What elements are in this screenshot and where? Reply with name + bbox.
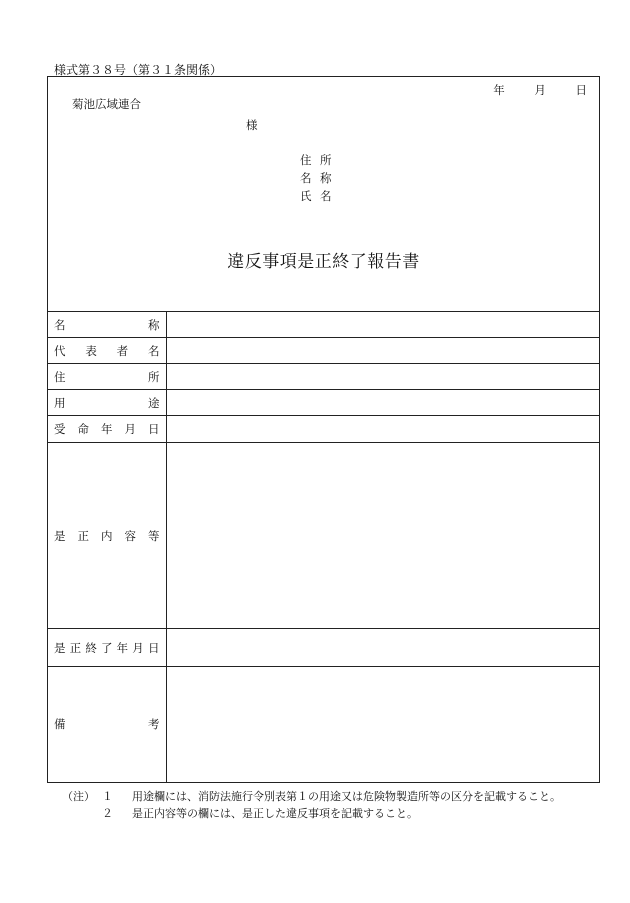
signer-name-corp-label: 名 称 [300,171,332,185]
row-representative [48,338,599,364]
row-completion-date [48,629,599,667]
date-month: 月 [534,83,546,97]
footnotes [62,788,561,822]
row-address [48,364,599,390]
footnote-num-1: １ [102,790,113,803]
footnote-prefix: （注） [62,790,95,803]
label-usage: 用 途 [48,390,166,416]
footnote-num-2: ２ [102,807,113,820]
label-name: 名 称 [48,312,166,338]
signer-address-label: 住 所 [300,153,332,167]
label-correction-content: 是 正 内 容 等 [48,443,166,629]
date-year: 年 [493,83,505,97]
field-remarks[interactable] [166,667,599,782]
row-correction-content [48,443,599,629]
label-representative: 代 表 者 名 [48,338,166,364]
addressee: 菊池広域連合 [72,97,141,111]
field-completion-date[interactable] [166,629,599,667]
footnote-text-1: 用途欄には、消防法施行令別表第１の用途又は危険物製造所等の区分を記載すること。 [132,790,561,803]
field-representative[interactable] [166,338,599,364]
row-name [48,312,599,338]
field-order-date[interactable] [166,416,599,443]
row-usage [48,390,599,416]
footnote-text-2: 是正内容等の欄には、是正した違反事項を記載すること。 [132,807,418,820]
signer-name-person-label: 氏 名 [300,189,332,203]
row-remarks [48,667,599,782]
label-address: 住 所 [48,364,166,390]
footnote-1 [62,788,561,805]
field-address[interactable] [166,364,599,390]
date-line [467,82,587,98]
row-order-date [48,416,599,443]
field-name[interactable] [166,312,599,338]
field-correction-content[interactable] [166,443,599,629]
form-table [48,311,599,782]
document-title: 違反事項是正終了報告書 [227,252,420,272]
date-day: 日 [575,83,587,97]
label-remarks: 備 考 [48,667,166,782]
field-usage[interactable] [166,390,599,416]
report-form [47,76,600,783]
label-completion-date: 是 正 終 了 年 月 日 [48,629,166,667]
form-header [48,77,599,311]
addressee-honorific: 様 [246,118,258,132]
footnote-2 [62,805,561,822]
form-number: 様式第３８号（第３１条関係） [54,63,223,77]
label-order-date: 受 命 年 月 日 [48,416,166,443]
